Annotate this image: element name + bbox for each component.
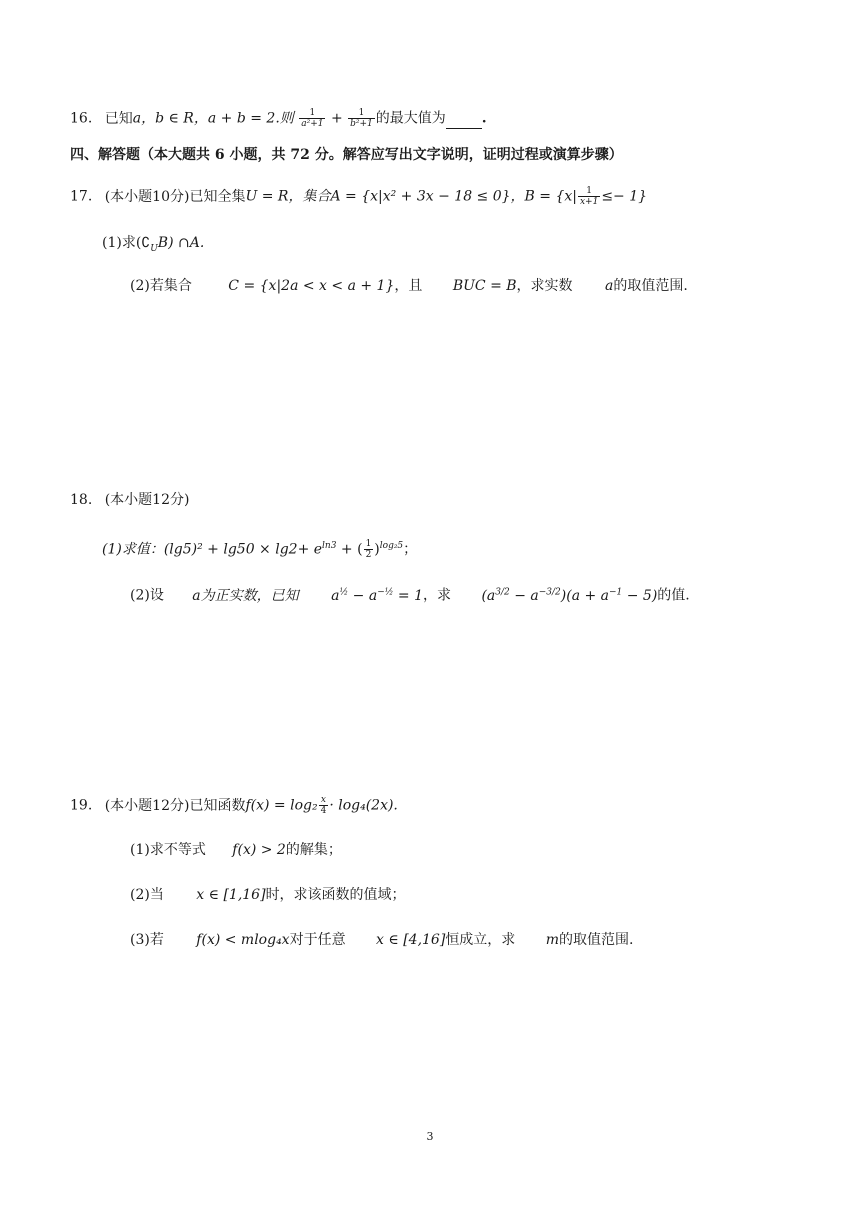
q17-universal-set: U = R: [245, 188, 289, 205]
q17-set-definitions: ，集合A = {x|x² + 3x − 18 ≤ 0}，B = {x|: [288, 188, 577, 205]
q18-part-2: (2)设 a为正实数，已知 $a^{\frac{1}{2}} - a^{-\frac{1}{2}} = 1$，求 $(a^{3/2} - a^{-3/2})(a + a^{-1} - 5)$的值.: [130, 587, 690, 604]
q18-head: (本小题12分): [104, 492, 190, 508]
question-16: 16. 已知a，b ∈ R，a + b = 2.则 $\frac{1}{\text{a²+1}}$ + $\frac{1}{\text{b²+1}}$ 的最大值为 .: [70, 108, 487, 129]
q16-fraction-2: $\frac{1}{\text{b²+1}}$: [350, 108, 373, 129]
question-19: 19. (本小题12分)已知函数f(x) = log₂ $\frac{x}{4}$ · log₄(2x).: [70, 795, 398, 816]
q19-head: (本小题12分)已知函数: [104, 797, 246, 814]
q17-part-2: (2)若集合 C = {x|2a < x < a + 1}，且 BUC = B，求实数 a的取值范围.: [130, 278, 688, 294]
q16-text: 已知: [104, 110, 133, 127]
q16-plus: +: [330, 110, 343, 127]
q19-part-1: (1)求不等式 f(x) > 2的解集；: [130, 842, 342, 858]
section-4-heading: 四、解答题（本大题共 6 小题，共 72 分。解答应写出文字说明，证明过程或演算步骤）: [70, 147, 623, 163]
q17-number: 17.: [70, 188, 93, 205]
q18-part-1: (1)求值：$(\lg 5)^2 + \lg 50 \times \lg 2+ e^{ln3}$ + ( $\frac{1}{2}$ )$^{log_25}$；: [102, 539, 418, 561]
question-18: [70, 490, 189, 510]
q17-set-b-end: ≤− 1}: [601, 188, 648, 205]
q16-answer-blank: [446, 114, 482, 129]
q16-var-a: a: [132, 110, 142, 127]
q16-number: 16.: [70, 110, 93, 127]
q16-ending: 的最大值为: [375, 110, 446, 127]
q17-head: (本小题10分)已知全集: [104, 188, 246, 205]
q17-fraction: $\frac{1}{x+1}$: [579, 186, 599, 207]
q19-number: 19.: [70, 797, 93, 814]
q16-fraction-1: $\frac{1}{\text{a²+1}}$: [301, 108, 324, 129]
q18-number: 18.: [70, 492, 93, 508]
page-number: 3: [426, 1130, 434, 1143]
q18-expression: $(a^{3/2} - a^{-3/2})(a + a^{-1} - 5)$: [481, 587, 658, 604]
question-17: [70, 186, 647, 207]
q16-condition: ，b ∈ R，a + b = 2.则: [141, 110, 294, 127]
q18-given-equation: $a^{\frac{1}{2}} - a^{-\frac{1}{2}} = 1$: [331, 587, 423, 604]
q19-part-3: (3)若 f(x) < mlog₄x对于任意 x ∈ [4,16]恒成立，求 m的取值范围.: [130, 932, 634, 948]
q17-part-1: (1)求$(∁_UB)$ ∩A.: [102, 235, 205, 254]
q19-part-2: (2)当 x ∈ [1,16]时，求该函数的值域；: [130, 887, 406, 903]
